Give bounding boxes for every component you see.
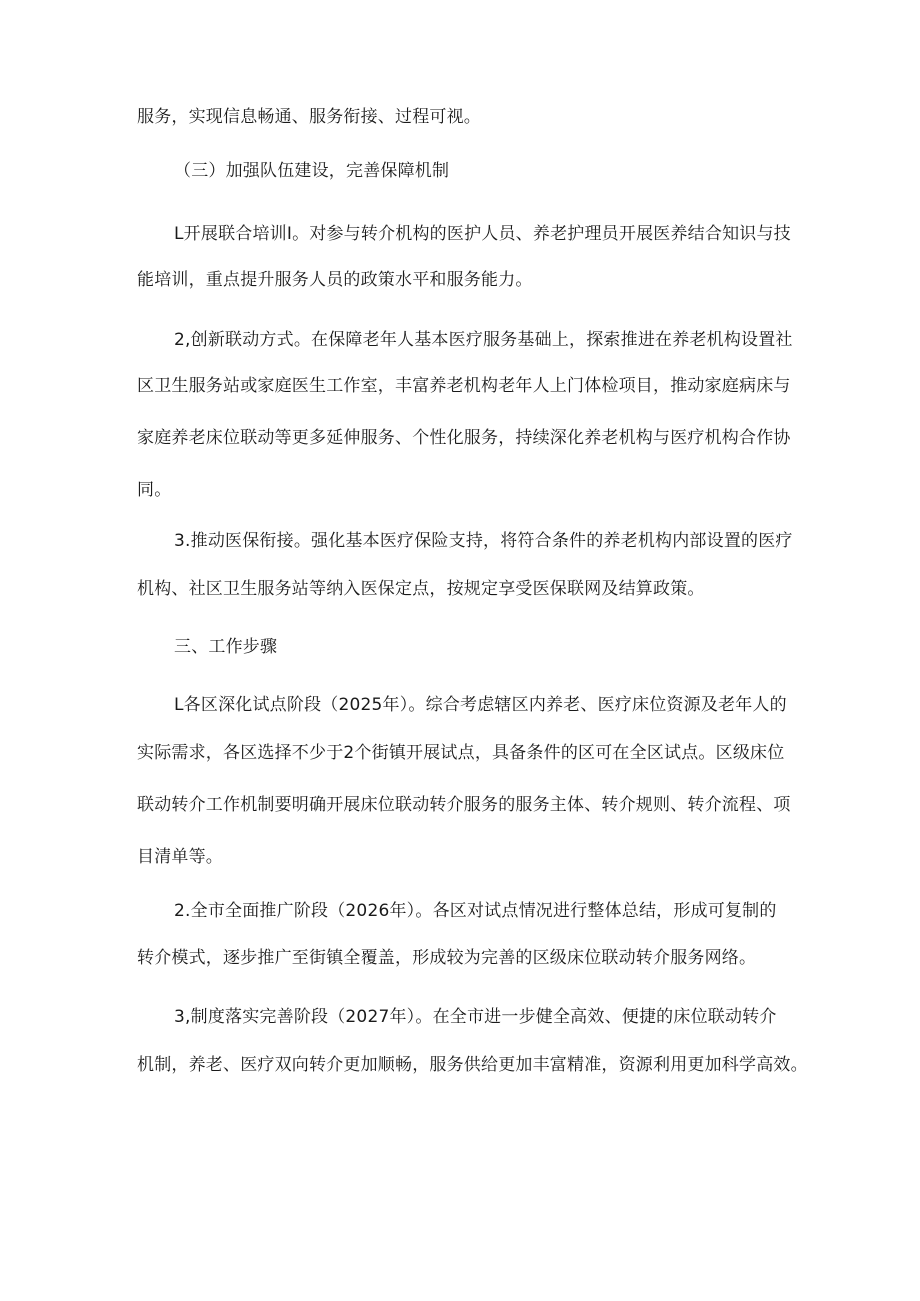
text-line: 3,制度落实完善阶段（2027年）。在全市进一步健全高效、便捷的床位联动转介: [174, 1007, 777, 1027]
paragraph-medical-insurance-cont: [137, 563, 787, 615]
section-heading-work-steps: [174, 621, 787, 673]
paragraph-improvement-stage-cont: [137, 1039, 808, 1091]
text-line: 转介模式，逐步推广至街镇全覆盖，形成较为完善的区级床位联动转介服务网络。: [137, 948, 757, 968]
text-line: 能培训，重点提升服务人员的政策水平和服务能力。: [137, 270, 533, 290]
text-line: 目清单等。: [137, 847, 223, 867]
paragraph-pilot-stage-cont: [137, 727, 791, 883]
text-line: 区卫生服务站或家庭医生工作室，丰富养老机构老年人上门体检项目，推动家庭病床与: [137, 376, 791, 396]
text-line: 三、工作步骤: [174, 637, 278, 657]
text-line: 家庭养老床位联动等更多延伸服务、个性化服务，持续深化养老机构与医疗机构合作协: [137, 428, 791, 448]
text-line: 同。: [137, 480, 172, 500]
text-line: 2.全市全面推广阶段（2026年）。各区对试点情况进行整体总结，形成可复制的: [174, 901, 777, 921]
paragraph-medical-insurance: [174, 515, 793, 567]
paragraph-pilot-stage: [174, 679, 787, 731]
text-line: L开展联合培训I。对参与转介机构的医护人员、养老护理员开展医养结合知识与技: [174, 224, 791, 244]
paragraph-joint-training: [174, 208, 791, 260]
text-line: 机构、社区卫生服务站等纳入医保定点，按规定享受医保联网及结算政策。: [137, 579, 705, 599]
text-line: 服务，实现信息畅通、服务衔接、过程可视。: [137, 107, 481, 127]
text-line: 2,创新联动方式。在保障老年人基本医疗服务基础上，探索推进在养老机构设置社: [174, 330, 793, 350]
text-line: 3.推动医保衔接。强化基本医疗保险支持，将符合条件的养老机构内部设置的医疗: [174, 531, 793, 551]
text-line: （三）加强队伍建设，完善保障机制: [174, 161, 450, 181]
paragraph-service-continuation: [137, 91, 787, 143]
text-line: 机制，养老、医疗双向转介更加顺畅，服务供给更加丰富精准，资源利用更加科学高效。: [137, 1055, 808, 1075]
paragraph-promotion-stage-cont: [137, 932, 787, 984]
section-heading-team-building: [174, 145, 787, 197]
text-line: L各区深化试点阶段（2025年）。综合考虑辖区内养老、医疗床位资源及老年人的: [174, 695, 787, 715]
paragraph-joint-training-cont: [137, 254, 787, 306]
text-line: 实际需求，各区选择不少于2个街镇开展试点，具备条件的区可在全区试点。区级床位: [137, 743, 785, 763]
paragraph-linkage-mode-cont: [137, 360, 791, 516]
paragraph-improvement-stage: [174, 991, 787, 1043]
text-line: 联动转介工作机制要明确开展床位联动转介服务的服务主体、转介规则、转介流程、项: [137, 795, 791, 815]
paragraph-promotion-stage: [174, 885, 787, 937]
paragraph-linkage-mode: [174, 314, 793, 366]
